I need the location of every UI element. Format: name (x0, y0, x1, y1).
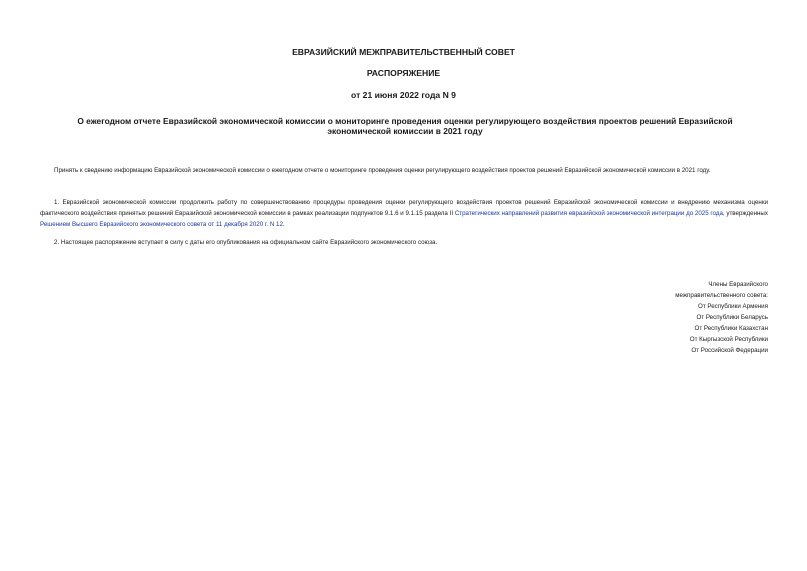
document-date-number: от 21 июня 2022 года N 9 (351, 90, 456, 100)
signature-member: От Республики Армения (698, 303, 768, 310)
signature-member: От Российской Федерации (691, 347, 768, 354)
paragraph-1-text-mid: , утвержденных (722, 210, 768, 217)
council-heading: ЕВРАЗИЙСКИЙ МЕЖПРАВИТЕЛЬСТВЕННЫЙ СОВЕТ (292, 47, 515, 57)
document-title: О ежегодном отчете Евразийской экономической комиссии о мониторинге проведения оценки регулирующего воздействия проектов решений Евразийской экономической комиссии в 2021 году (77, 116, 733, 136)
paragraph-1-text-end: . (282, 221, 285, 228)
signature-heading-line2: межправительственного совета: (675, 292, 768, 299)
signature-block (675, 279, 768, 356)
supreme-council-decision-link[interactable]: Решением Высшего Евразийского экономического совета от 11 декабря 2020 г. N 12 (40, 221, 283, 228)
signature-member: От Кыргызской Республики (689, 336, 768, 343)
paragraph-1-text-start: 1. Евразийской экономической комиссии продолжить работу по совершенствованию процедуры проведения оценки регулирующего воздействия проектов решений Евразийской экономической комиссии и внедрению механизма оценки фактического воздействия принятых решений Евразийской экономической комиссии в рамках реализации подпунктов 9.1.6 и 9.1.15 раздела II (40, 199, 768, 217)
signature-member: От Республики Беларусь (696, 314, 768, 321)
signature-heading-line1: Члены Евразийского (708, 281, 768, 288)
paragraph-2: 2. Настоящее распоряжение вступает в силу с даты его опубликования на официальном сайте Евразийского экономического союза. (54, 239, 438, 246)
strategic-directions-link[interactable]: Стратегических направлений развития евразийской экономической интеграции до 2025 года (454, 210, 723, 217)
document-type-heading: РАСПОРЯЖЕНИЕ (366, 68, 441, 78)
paragraph-intro: Принять к сведению информацию Евразийской экономической комиссии о ежегодном отчете о мониторинге проведения оценки регулирующего воздействия проектов решений Евразийской экономической комиссии в 2021 году. (54, 167, 711, 174)
paragraph-1 (40, 197, 768, 230)
signature-member: От Республики Казахстан (694, 325, 768, 332)
